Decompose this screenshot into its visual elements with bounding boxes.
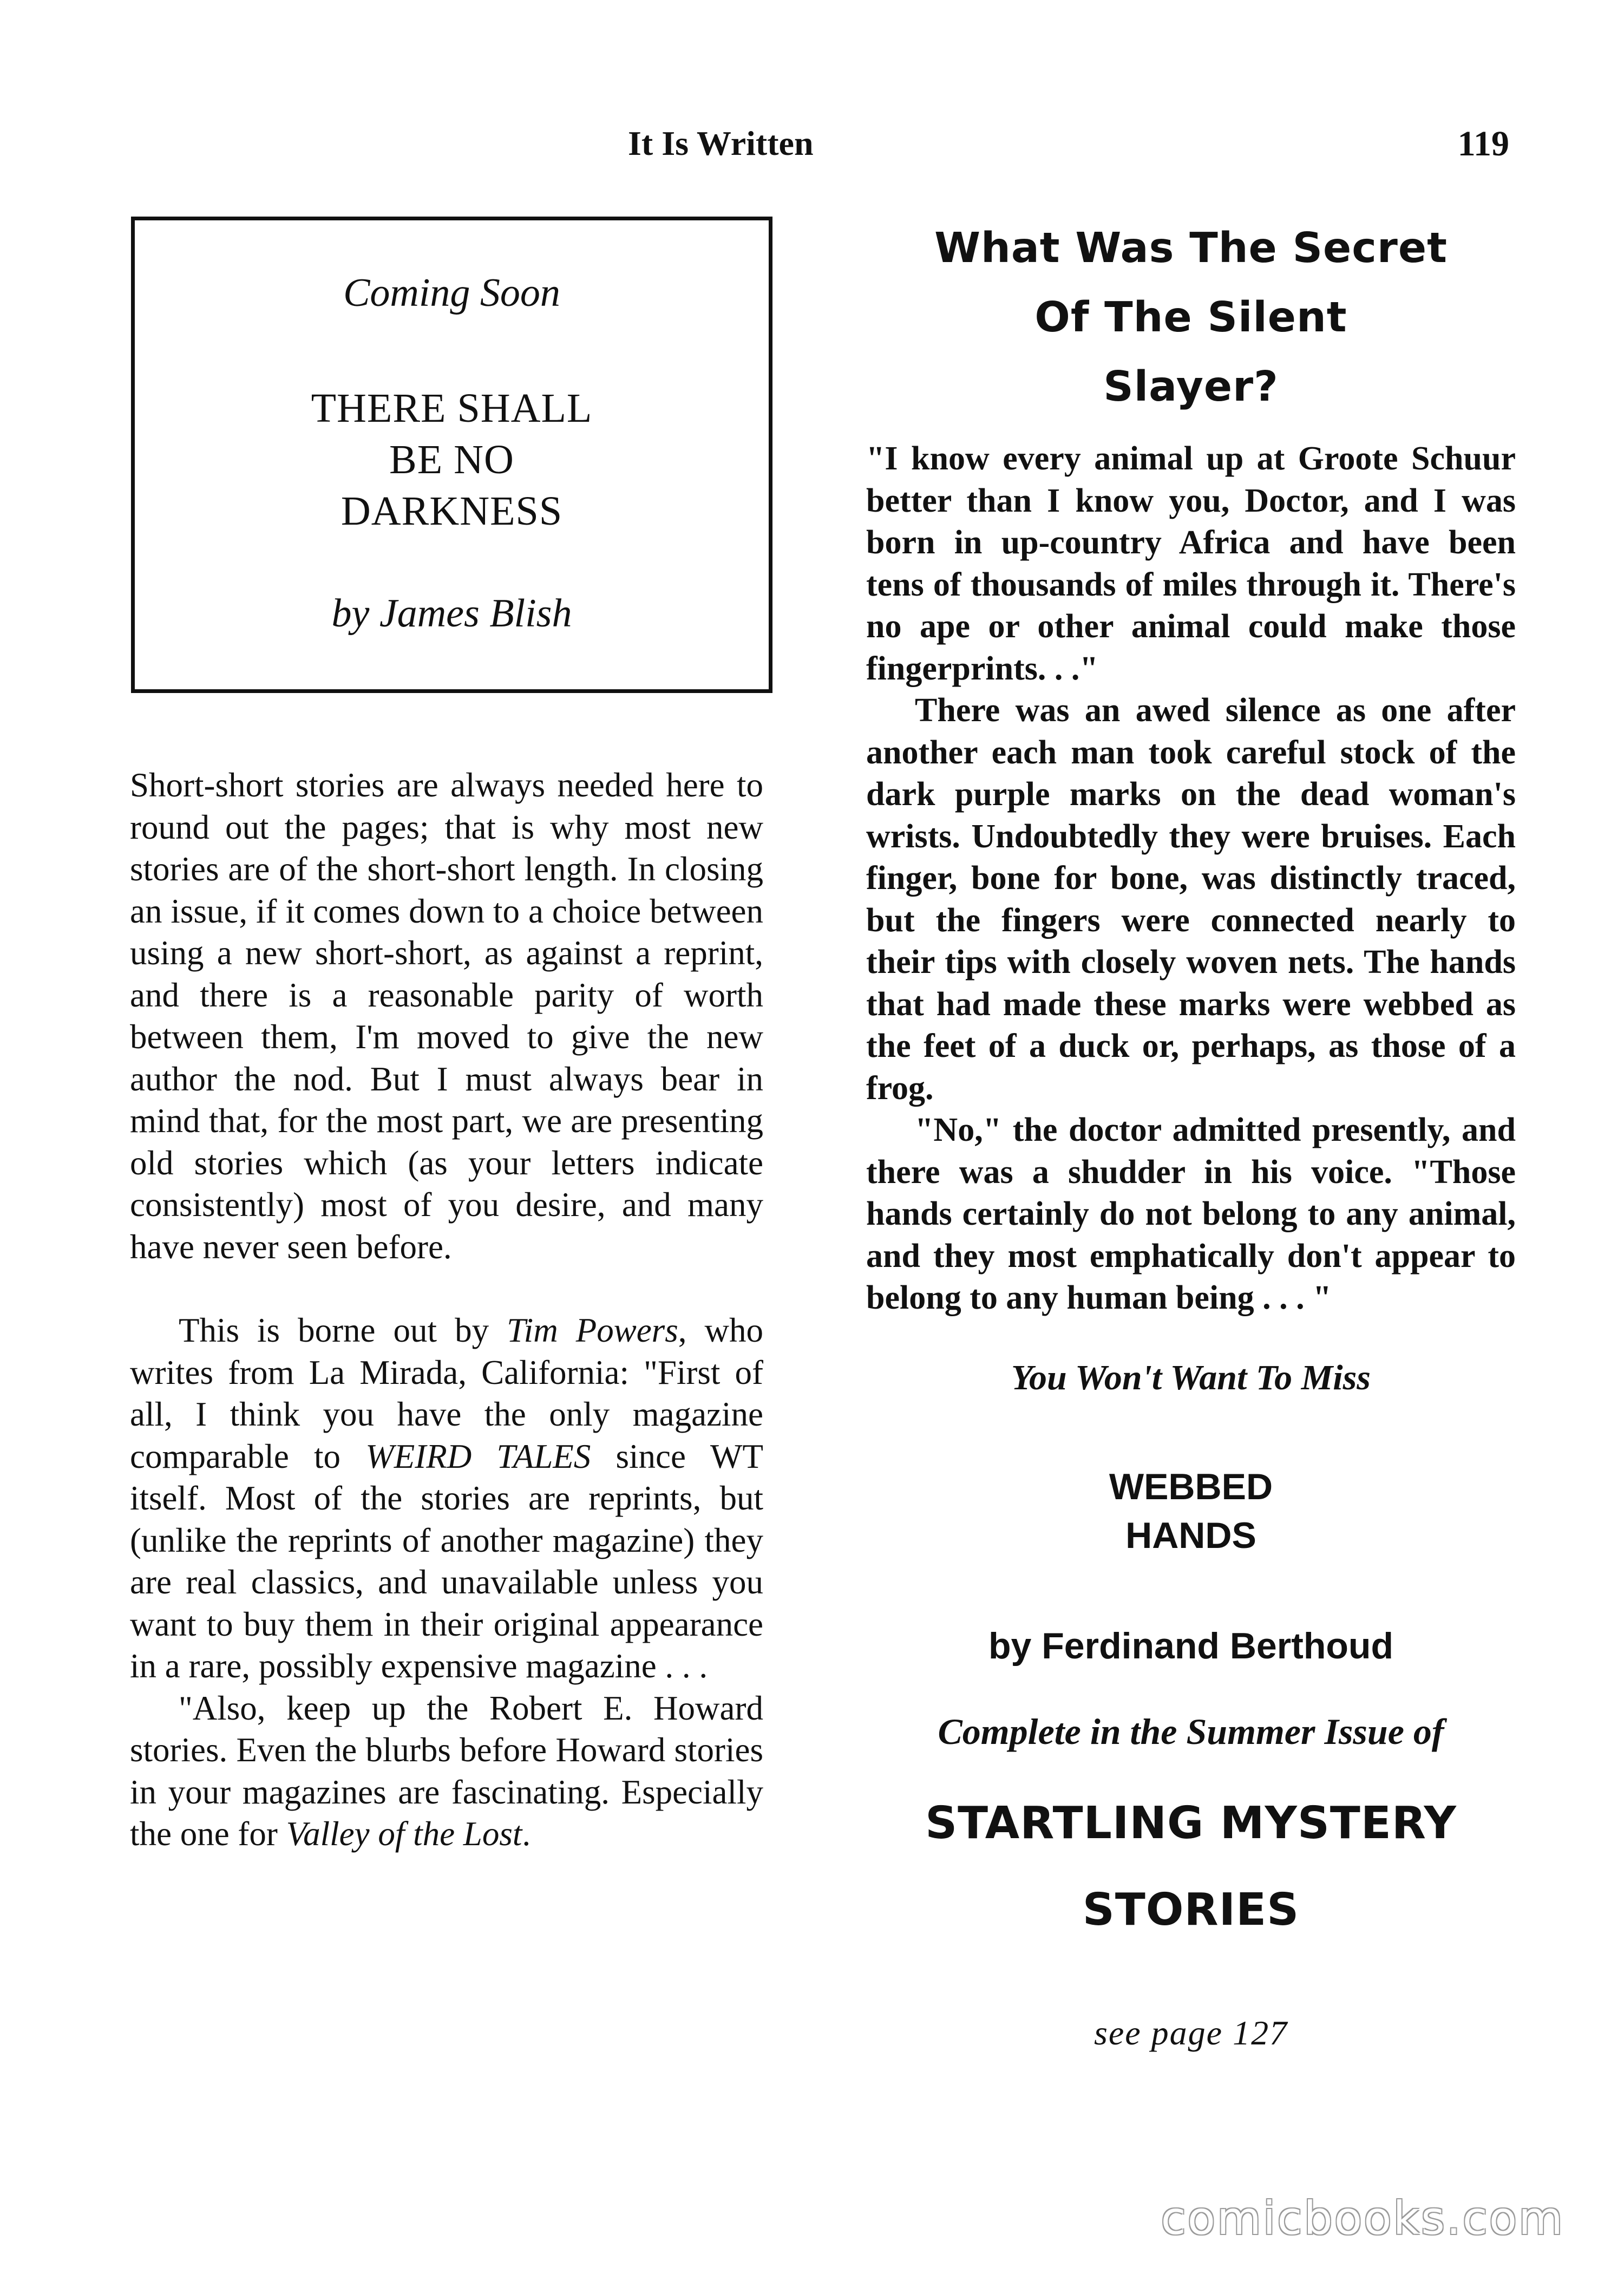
- ad-magazine-title: [866, 1780, 1516, 1953]
- excerpt-paragraph: "No," the doctor admitted presently, and there was a shudder in his voice. "Those hands certainly do not belong to any animal, and they most emphatically don't appear to belong to any human being . . . ": [866, 1112, 1516, 1316]
- text-run: "Also, keep up the Robert E. Howard stories. Even the blurbs before Howard stories in your magazines are fascinating. Especially the one for: [130, 1689, 763, 1853]
- editorial-paragraph: Short-short stories are always needed here to round out the pages; that is why most new stories are of the short-short length. In closing an issue, if it comes down to a choice between using a new short-short, as against a reprint, and there is a reasonable parity of worth between them, I'm moved to give the new author the nod. But I must always bear in mind that, for the most part, we are presenting old stories which (as your letters indicate consistently) most of you desire, and many have never seen before.: [130, 766, 763, 1266]
- promo-title-line: DARKNESS: [340, 488, 563, 534]
- promo-story-title: [135, 383, 769, 537]
- promo-title-line: THERE SHALL: [311, 385, 593, 431]
- running-head: It Is Written: [628, 124, 814, 162]
- magazine-name: WEIRD TALES: [365, 1437, 591, 1475]
- page-header: [628, 123, 1509, 178]
- story-title-line: WEBBED: [1109, 1466, 1273, 1507]
- story-reference: Valley of the Lost: [286, 1815, 522, 1853]
- ad-story-title: [866, 1462, 1516, 1560]
- text-run: This is borne out by: [179, 1311, 507, 1349]
- page-reference: see page 127: [1093, 2013, 1288, 2052]
- text-run: , who writes from La Mirada, California: "First of all, I think you have the only magazine comparable to: [130, 1311, 763, 1475]
- ad-tagline: You Won't Want To Miss: [1011, 1357, 1371, 1397]
- story-title-line: HANDS: [1125, 1514, 1256, 1556]
- editorial-paragraph: [130, 1310, 763, 1688]
- text-run: .: [522, 1815, 531, 1853]
- text-run: since WT itself. Most of the stories are reprints, but (unlike the reprints of another magazine) they are real classics, and unavailable unless you want to buy them in their original appearance in a rare, possibly expensive magazine . . .: [130, 1437, 763, 1685]
- headline-line: Of The Silent: [1034, 293, 1347, 342]
- editorial-column: [130, 764, 763, 1855]
- page-number: 119: [1457, 124, 1509, 164]
- magazine-title-line: STARTLING MYSTERY: [925, 1797, 1457, 1849]
- letter-writer-name: Tim Powers: [507, 1311, 678, 1349]
- coming-soon-label: Coming Soon: [343, 271, 560, 315]
- headline-line: What Was The Secret: [934, 224, 1448, 272]
- promo-author: by James Blish: [331, 591, 572, 636]
- editorial-paragraph: [130, 1688, 763, 1855]
- excerpt-paragraph: "I know every animal up at Groote Schuur better than I know you, Doctor, and I was born in up-country Africa and have been tens of thousands of miles through it. There's no ape or other animal could make those fingerprints. . .": [866, 440, 1516, 687]
- promo-title-line: BE NO: [389, 437, 514, 482]
- coming-soon-box: [131, 217, 772, 693]
- ad-excerpt: [866, 438, 1516, 1319]
- ad-issue-note: Complete in the Summer Issue of: [938, 1710, 1444, 1752]
- ad-headline: [866, 214, 1516, 422]
- magazine-title-line: STORIES: [1082, 1884, 1300, 1936]
- ad-story-author: by Ferdinand Berthoud: [988, 1625, 1393, 1667]
- advertisement: [866, 214, 1516, 2053]
- excerpt-paragraph: There was an awed silence as one after another each man took careful stock of the dark purple marks on the dead woman's wrists. Undoubtedly they were bruises. Each finger, bone for bone, was distinctly traced, but the fingers were connected nearly to their tips with closely woven nets. The hands that had made these marks were webbed as the feet of a duck or, perhaps, as those of a frog.: [866, 692, 1516, 1107]
- headline-line: Slayer?: [1103, 363, 1279, 411]
- watermark: comicbooks.com: [1161, 2192, 1564, 2245]
